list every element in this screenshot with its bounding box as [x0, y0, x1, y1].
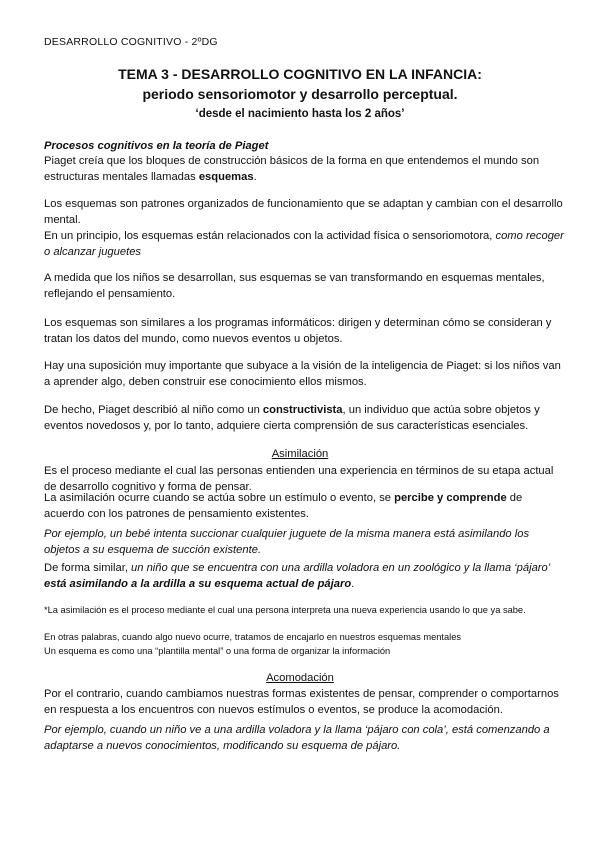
- bold-term: constructivista: [262, 404, 343, 416]
- paragraph-asimilacion-def: Es el proceso mediante el cual las personas entienden una experiencia en términos de su etapa actual de desarrollo cognitivo y forma de pensar.: [44, 465, 554, 493]
- example-ardilla: [44, 560, 564, 592]
- paragraph-text: De hecho, Piaget describió al niño como un: [44, 404, 263, 416]
- title-line-3: ‘desde el nacimiento hasta los 2 años’: [195, 108, 405, 120]
- paragraph-text: De forma similar,: [44, 562, 132, 574]
- paragraph-programas: Los esquemas son similares a los programas informáticos: dirigen y determinan cómo se consideran y tratan los datos del mundo, como nuevos eventos u objetos.: [44, 317, 552, 345]
- note-asimilacion: *La asimilación es el proceso mediante el cual una persona interpreta una nueva experiencia usando lo que ya sabe.: [44, 605, 526, 615]
- paragraph-patrones: Los esquemas son patrones organizados de funcionamiento que se adaptan y cambian con el desarrollo mental.: [44, 198, 563, 226]
- paragraph-text: .: [253, 171, 257, 183]
- paragraph-acomodacion-def: Por el contrario, cuando cambiamos nuestras formas existentes de pensar, comprender o comportarnos en respuesta a los encuentros con nuevos estímulos o eventos, se produce la acomodación.: [44, 688, 559, 716]
- italic-example: Por ejemplo, cuando un niño ve a una ardilla voladora y la llama ‘pájaro con cola’, está comenzando a adaptarse a nuevos conocimientos, modificando su esquema de pájaro.: [44, 724, 550, 752]
- section-heading-piaget: Procesos cognitivos en la teoría de Piaget: [44, 140, 269, 152]
- section-heading-acomodacion: Acomodación: [266, 672, 334, 684]
- paragraph-text: La asimilación ocurre cuando se actúa sobre un estímulo o evento, se: [44, 492, 395, 504]
- paragraph-text: , un individuo que actúa sobre objetos y eventos novedosos y, por lo tanto, adquiere cierta comprensión de sus características esenciales.: [44, 404, 540, 432]
- paragraph-esquemas: [44, 153, 574, 185]
- paragraph-desarrollo: A medida que los niños se desarrollan, sus esquemas se van transformando en esquemas mentales, reflejando el pensamiento.: [44, 272, 545, 300]
- section-heading-asimilacion: Asimilación: [271, 448, 329, 460]
- paragraph-asimilacion-ocurre: [44, 490, 564, 522]
- paragraph-constructivista: [44, 402, 564, 434]
- paragraph-text: .: [351, 578, 355, 590]
- paragraph-text: Piaget creía que los bloques de construcción básicos de la forma en que entendemos el mundo son estructuras mentales llamadas: [44, 155, 540, 183]
- example-pajaro-con-cola: [44, 722, 564, 754]
- title-line-1: TEMA 3 - DESARROLLO COGNITIVO EN LA INFANCIA:: [118, 66, 482, 82]
- page-header: DESARROLLO COGNITIVO - 2ºDG: [44, 36, 218, 48]
- bold-term: esquemas: [198, 171, 254, 183]
- bold-italic-example: está asimilando a la ardilla a su esquema actual de pájaro: [44, 578, 352, 590]
- italic-example: un niño que se encuentra con una ardilla voladora en un zoológico y la llama ‘pájaro’: [131, 562, 550, 574]
- paragraph-principio: [44, 228, 564, 260]
- italic-example: como recoger o alcanzar juguetes: [44, 230, 564, 258]
- example-succion: [44, 526, 564, 558]
- note-plantilla: Un esquema es como una “plantilla mental” o una forma de organizar la información: [44, 646, 391, 656]
- paragraph-text: de acuerdo con los patrones de pensamiento existentes.: [44, 492, 523, 520]
- italic-example: Por ejemplo, un bebé intenta succionar cualquier juguete de la misma manera está asimilando los objetos a su esquema de succión existente.: [44, 528, 530, 556]
- paragraph-text: En un principio, los esquemas están relacionados con la actividad física o sensoriomotora,: [44, 230, 496, 242]
- note-otras-palabras: En otras palabras, cuando algo nuevo ocurre, tratamos de encajarlo en nuestros esquemas mentales: [44, 632, 462, 642]
- title-line-2: periodo sensoriomotor y desarrollo perceptual.: [142, 86, 458, 102]
- bold-term: percibe y comprende: [394, 492, 507, 504]
- paragraph-suposicion: Hay una suposición muy importante que subyace a la visión de la inteligencia de Piaget: si los niños van a aprender algo, deben construir ese conocimiento ellos mismos.: [44, 360, 561, 388]
